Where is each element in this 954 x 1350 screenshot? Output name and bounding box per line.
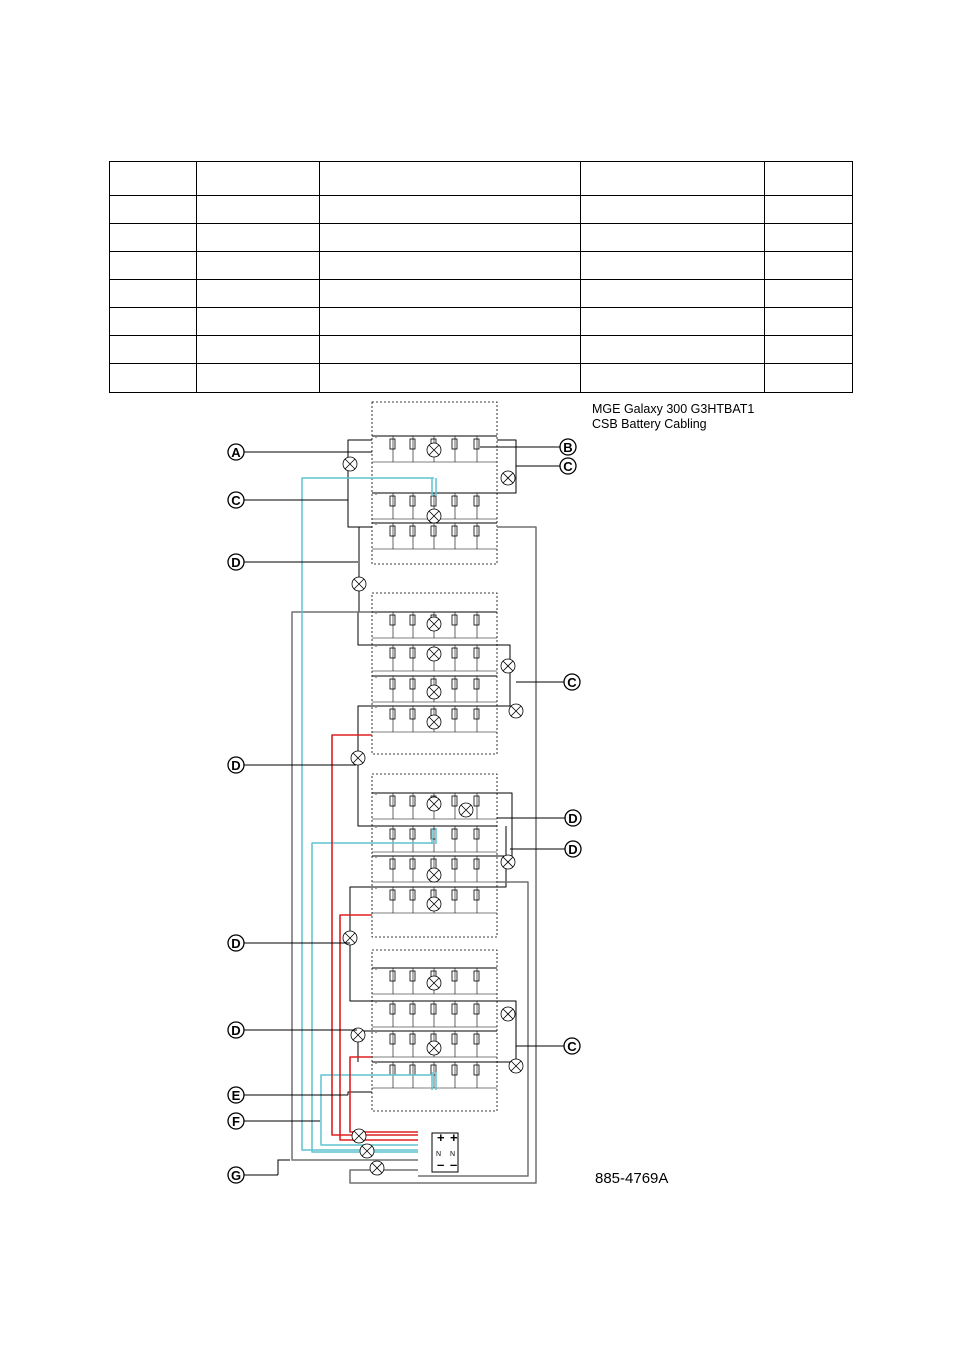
cell-polarity-mark: - [375, 1000, 377, 1006]
battery-cell [431, 1004, 436, 1014]
battery-cell [390, 496, 395, 506]
svg-text:G: G [230, 1168, 242, 1183]
cell-polarity-mark: - [375, 1061, 377, 1067]
battery-shelf [372, 1000, 497, 1027]
cell-polarity-mark: - [375, 435, 377, 441]
terminal-n-left: N [436, 1151, 442, 1158]
cell-polarity-mark: - [375, 522, 377, 528]
battery-cell [452, 526, 457, 536]
battery-cell [452, 496, 457, 506]
battery-cell [452, 796, 457, 806]
fuse-icon [427, 1041, 441, 1055]
battery-cell [474, 971, 479, 981]
fuse-icon [352, 1129, 366, 1143]
terminal-block [432, 1130, 458, 1172]
battery-cell [390, 615, 395, 625]
battery-cell [410, 615, 415, 625]
callout-d-3 [497, 810, 581, 826]
battery-cell [431, 859, 436, 869]
battery-cell [390, 709, 395, 719]
battery-cell [474, 439, 479, 449]
fuse-icon [509, 1059, 523, 1073]
battery-cell [390, 971, 395, 981]
callout-c-top-right [516, 458, 576, 474]
cell-polarity-mark: - [375, 967, 377, 973]
battery-cell [474, 890, 479, 900]
cell-polarity-mark: - [375, 492, 377, 498]
battery-cell [474, 709, 479, 719]
fuse-icon [427, 443, 441, 457]
cabinet-outline [372, 402, 497, 564]
battery-cell [452, 1034, 457, 1044]
battery-cell [474, 648, 479, 658]
svg-text:D: D [568, 811, 578, 826]
battery-cell [474, 615, 479, 625]
jumper-cabinet1-left [348, 440, 372, 527]
negative-return-left [292, 612, 418, 1160]
battery-cell [390, 526, 395, 536]
battery-cell [474, 1004, 479, 1014]
terminal-plus-left: + [437, 1130, 445, 1145]
svg-text:D: D [231, 936, 241, 951]
battery-cell [474, 829, 479, 839]
battery-cell [390, 829, 395, 839]
svg-text:B: B [563, 440, 573, 455]
battery-cell [452, 709, 457, 719]
battery-cell [431, 496, 436, 506]
fuse-icon [459, 803, 473, 817]
battery-cell [410, 1065, 415, 1075]
positive-cable-cabinet3 [340, 915, 418, 1140]
callout-g [228, 1160, 290, 1183]
battery-cell [452, 971, 457, 981]
battery-cell [410, 1034, 415, 1044]
link-cabinet1-to-2 [359, 527, 372, 612]
battery-cell [474, 496, 479, 506]
fuse-icon [427, 617, 441, 631]
battery-cell [431, 526, 436, 536]
svg-text:C: C [567, 675, 577, 690]
battery-cell [410, 526, 415, 536]
svg-text:D: D [568, 842, 578, 857]
svg-text:C: C [231, 493, 241, 508]
battery-cell [410, 890, 415, 900]
jumper-cabinet3-right [497, 793, 512, 856]
battery-cell [390, 1004, 395, 1014]
battery-cabinet-4 [372, 950, 497, 1111]
svg-text:E: E [231, 1088, 241, 1103]
svg-text:F: F [232, 1114, 240, 1129]
cell-polarity-mark: - [375, 1030, 377, 1036]
caption-line-2: CSB Battery Cabling [592, 417, 707, 431]
battery-cell [452, 648, 457, 658]
jumper-cabinet2-left [358, 612, 372, 645]
battery-cell [410, 971, 415, 981]
positive-cable-cabinet4 [350, 1057, 418, 1132]
svg-text:D: D [231, 555, 241, 570]
battery-cell [474, 859, 479, 869]
cell-polarity-mark: - [375, 611, 377, 617]
svg-text:C: C [563, 459, 573, 474]
battery-cell [410, 796, 415, 806]
battery-cell [410, 679, 415, 689]
battery-cell [474, 526, 479, 536]
cell-polarity-mark: - [375, 886, 377, 892]
battery-shelf [372, 825, 497, 852]
battery-cell [410, 859, 415, 869]
fuse-icon [427, 647, 441, 661]
fuse-icon [427, 868, 441, 882]
battery-cell [390, 679, 395, 689]
terminal-n-right: N [450, 1151, 456, 1158]
battery-cell [390, 890, 395, 900]
fuse-icon [427, 797, 441, 811]
neutral-cable-cabinet3 [312, 843, 434, 1152]
battery-cell [452, 679, 457, 689]
svg-text:C: C [567, 1039, 577, 1054]
negative-return-mid [418, 882, 528, 1176]
fuse-icon [427, 897, 441, 911]
callout-f [228, 1113, 320, 1129]
terminal-minus-right: – [450, 1157, 458, 1172]
battery-cell [452, 1004, 457, 1014]
callout-d-1 [228, 554, 358, 570]
battery-cell [390, 648, 395, 658]
terminal-minus-left: – [437, 1157, 445, 1172]
battery-cell [452, 829, 457, 839]
cell-polarity-mark: - [375, 675, 377, 681]
callout-b [480, 439, 576, 455]
svg-text:A: A [231, 445, 241, 460]
fuse-icon [501, 855, 515, 869]
cell-polarity-mark: - [375, 705, 377, 711]
battery-shelf [372, 522, 497, 549]
cell-polarity-mark: - [375, 825, 377, 831]
cabinet4-feed [348, 1092, 372, 1095]
battery-cell [410, 439, 415, 449]
fuse-icon [343, 457, 357, 471]
battery-cell [410, 709, 415, 719]
fuse-icon [427, 976, 441, 990]
battery-cell [452, 615, 457, 625]
battery-cell [474, 1065, 479, 1075]
battery-cell [390, 439, 395, 449]
battery-cell [390, 1065, 395, 1075]
fuse-icon [501, 471, 515, 485]
battery-cell [410, 1004, 415, 1014]
cell-polarity-mark: - [375, 644, 377, 650]
fuse-icon [509, 704, 523, 718]
battery-cell [452, 859, 457, 869]
document-number: 885-4769A [595, 1170, 669, 1187]
fuse-icon [501, 659, 515, 673]
battery-cell [410, 648, 415, 658]
jumper-cabinet2-right [497, 645, 510, 706]
fuse-icon [427, 685, 441, 699]
battery-cell [390, 859, 395, 869]
fuse-icon [352, 577, 366, 591]
battery-cell [474, 1034, 479, 1044]
fuse-icon [427, 509, 441, 523]
fuse-icon [351, 751, 365, 765]
fuse-icon [501, 1007, 515, 1021]
battery-cell [390, 796, 395, 806]
neutral-cable-cabinet1 [302, 478, 434, 1150]
terminal-plus-right: + [450, 1130, 458, 1145]
fuse-icon [360, 1144, 374, 1158]
callout-d-4 [510, 841, 581, 857]
battery-cell [452, 890, 457, 900]
svg-text:D: D [231, 758, 241, 773]
fuse-icon [427, 715, 441, 729]
battery-cabinet-1 [372, 402, 497, 564]
battery-cabinets [372, 402, 497, 1111]
battery-cell [452, 1065, 457, 1075]
battery-cell [410, 496, 415, 506]
caption-line-1: MGE Galaxy 300 G3HTBAT1 [592, 402, 755, 416]
callout-c-cabinet-4 [516, 1038, 580, 1054]
link-cabinet2-to-3 [358, 706, 372, 826]
battery-cell [410, 829, 415, 839]
cell-polarity-mark: - [375, 855, 377, 861]
fuse-icon [370, 1161, 384, 1175]
callout-c-cabinet-2 [516, 674, 580, 690]
svg-text:D: D [231, 1023, 241, 1038]
battery-cell [452, 439, 457, 449]
cell-polarity-mark: - [375, 792, 377, 798]
battery-cell [474, 796, 479, 806]
callout-e [228, 1087, 348, 1103]
callout-c-top-left [228, 492, 348, 508]
battery-cell [390, 1034, 395, 1044]
battery-cell [474, 679, 479, 689]
